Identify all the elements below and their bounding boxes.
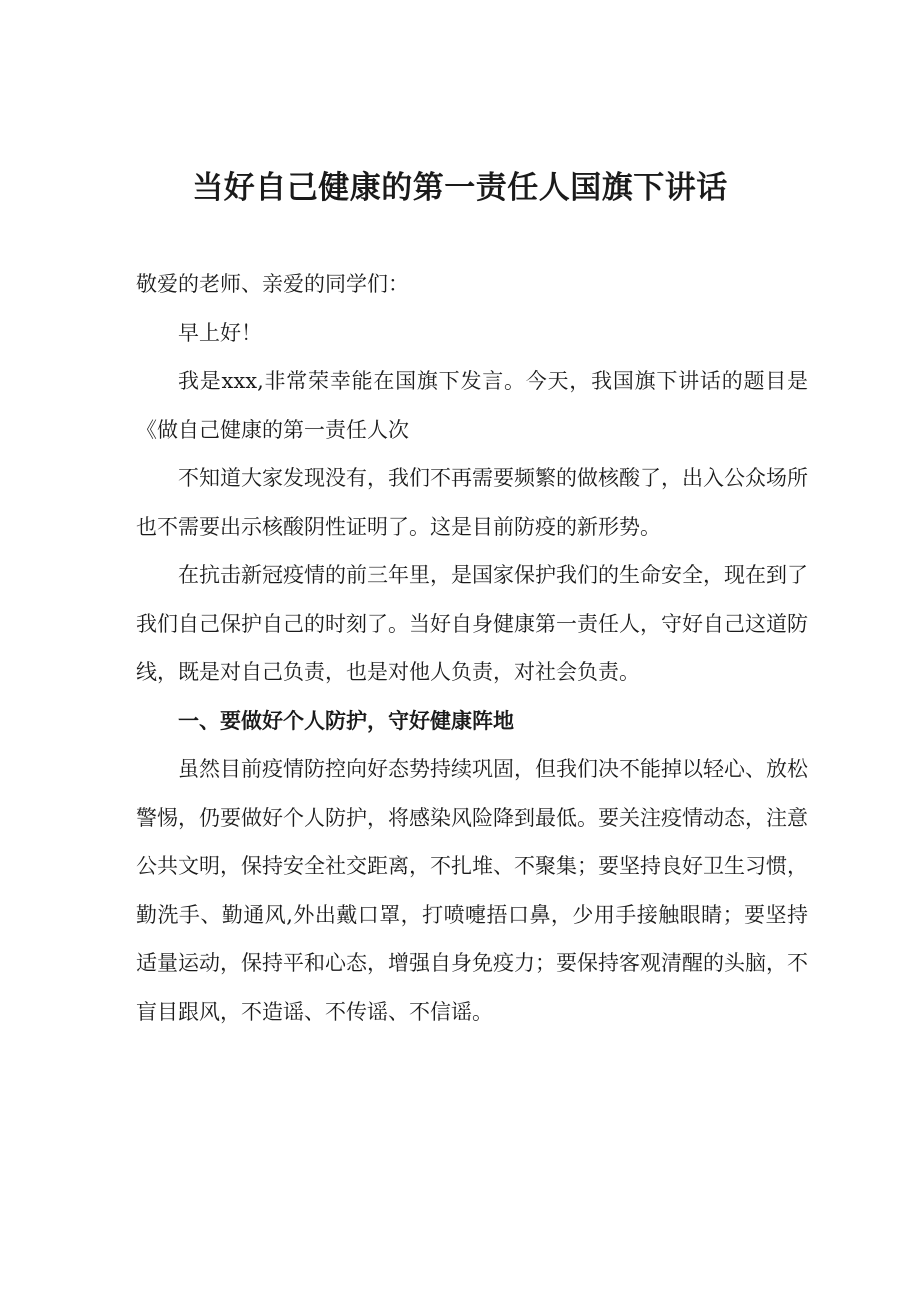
document-body (136, 260, 808, 1036)
document-title: 当好自己健康的第一责任人国旗下讲话 (192, 170, 728, 206)
section-paragraph: 虽然目前疫情防控向好态势持续巩固，但我们决不能掉以轻心、放松警惕，仍要做好个人防护，将感染风险降到最低。要关注疫情动态，注意公共文明，保持安全社交距离，不扎堆、不聚集；要坚持良好卫生习惯，勤洗手、勤通风,外出戴口罩，打喷嚏捂口鼻，少用手接触眼睛；要坚持适量运动，保持平和心态，增强自身免疫力；要保持客观清醒的头脑，不盲目跟风，不造谣、不传谣、不信谣。 (136, 757, 808, 1024)
paragraph-responsibility: 在抗击新冠疫情的前三年里，是国家保护我们的生命安全，现在到了我们自己保护自己的时刻了。当好自身健康第一责任人，守好自己这道防线，既是对自己负责，也是对他人负责，对社会负责。 (136, 563, 808, 684)
salutation: 敬爱的老师、亲爱的同学们： (136, 272, 409, 296)
paragraph-intro: 我是xxx,非常荣幸能在国旗下发言。今天，我国旗下讲话的题目是《做自己健康的第一责任人次 (136, 369, 808, 442)
greeting: 早上好！ (178, 320, 262, 345)
paragraph-new-situation: 不知道大家发现没有，我们不再需要频繁的做核酸了，出入公众场所也不需要出示核酸阴性证明了。这是目前防疫的新形势。 (136, 466, 808, 539)
section-heading: 一、要做好个人防护，守好健康阵地 (178, 708, 514, 733)
